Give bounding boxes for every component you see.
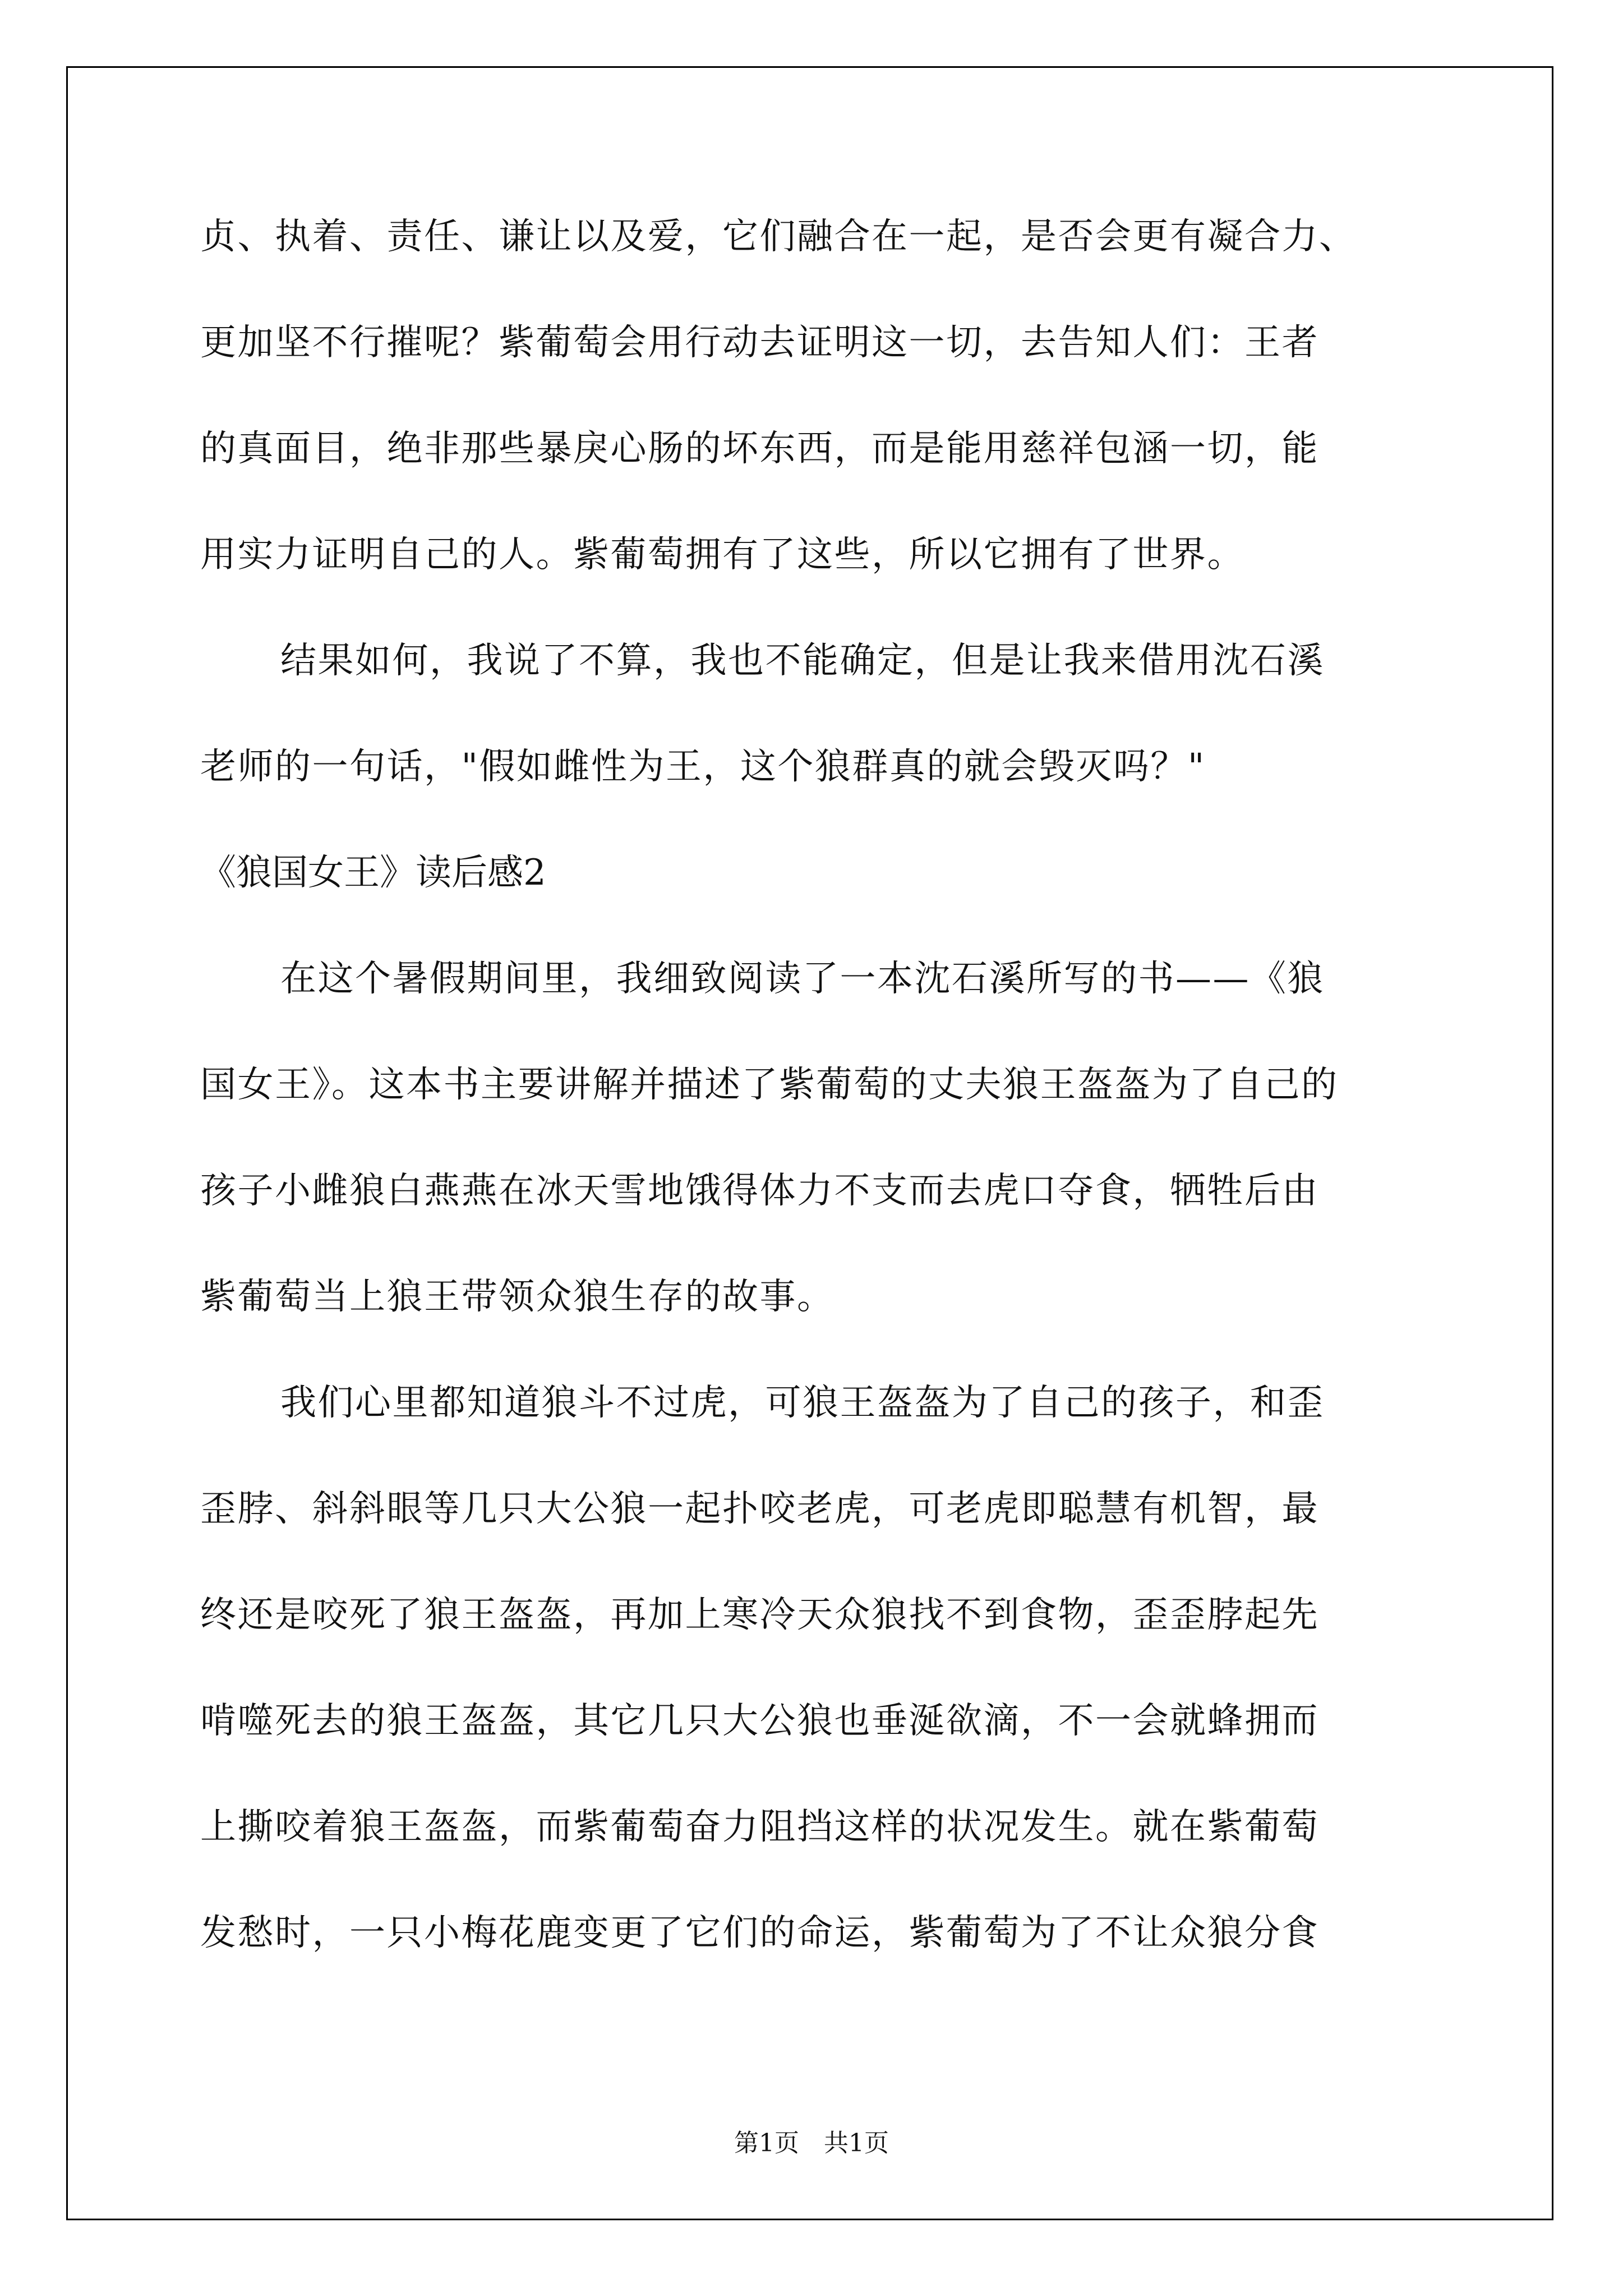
text-line: 终还是咬死了狼王盔盔，再加上寒冷天众狼找不到食物，歪歪脖起先 [200,1594,1319,1636]
page-footer: 第1页 共1页 [734,2129,889,2157]
text-line: 更加坚不行摧呢？紫葡萄会用行动去证明这一切，去告知人们：王者 [200,322,1319,364]
paragraph-first-line: 在这个暑假期间里，我细致阅读了一本沈石溪所写的书——《狼 [280,958,1325,1000]
text-line: 歪脖、斜斜眼等几只大公狼一起扑咬老虎，可老虎即聪慧有机智，最 [200,1488,1319,1530]
document-body [200,192,1426,1994]
text-line: 老师的一句话，"假如雌性为王，这个狼群真的就会毁灭吗？" [200,746,1206,788]
paragraph-first-line: 结果如何，我说了不算，我也不能确定，但是让我来借用沈石溪 [280,640,1325,682]
text-line: 紫葡萄当上狼王带领众狼生存的故事。 [200,1276,834,1318]
text-line: 用实力证明自己的人。紫葡萄拥有了这些，所以它拥有了世界。 [200,534,1244,576]
text-line: 国女王》。这本书主要讲解并描述了紫葡萄的丈夫狼王盔盔为了自己的 [200,1064,1339,1106]
text-line: 的真面目，绝非那些暴戾心肠的坏东西，而是能用慈祥包涵一切，能 [200,428,1319,470]
text-line: 孩子小雌狼白燕燕在冰天雪地饿得体力不支而去虎口夺食，牺牲后由 [200,1170,1319,1212]
text-line: 贞、执着、责任、谦让以及爱，它们融合在一起，是否会更有凝合力、 [200,216,1357,257]
text-line: 啃噬死去的狼王盔盔，其它几只大公狼也垂涎欲滴，不一会就蜂拥而 [200,1700,1319,1742]
paragraph-first-line: 我们心里都知道狼斗不过虎，可狼王盔盔为了自己的孩子，和歪 [280,1382,1325,1424]
text-line: 上撕咬着狼王盔盔，而紫葡萄奋力阻挡这样的状况发生。就在紫葡萄 [200,1806,1319,1848]
section-heading: 《狼国女王》读后感2 [200,852,546,894]
text-line: 发愁时，一只小梅花鹿变更了它们的命运，紫葡萄为了不让众狼分食 [200,1912,1319,1954]
